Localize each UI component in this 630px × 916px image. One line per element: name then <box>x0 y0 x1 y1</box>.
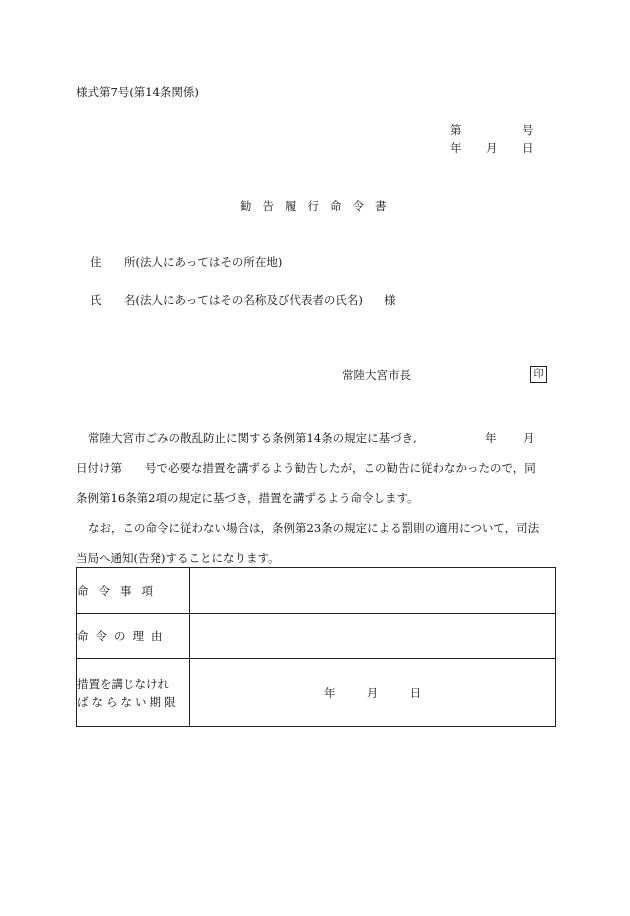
deadline-label-line-1: 措置を講じなけれ <box>77 676 169 691</box>
doc-number-prefix: 第 <box>450 123 462 137</box>
deadline-day: 日 <box>409 685 422 700</box>
deadline-month: 月 <box>366 685 379 700</box>
deadline-label <box>77 659 190 727</box>
header-date-year: 年 <box>450 141 462 155</box>
name-label: 氏 <box>90 293 102 307</box>
document-title: 勧告履行命令書 <box>240 199 398 213</box>
table-row-order-items <box>77 568 556 614</box>
table-row-order-reason <box>77 614 556 659</box>
order-items-label: 命令事項 <box>77 568 190 614</box>
honorific: 様 <box>384 293 396 307</box>
deadline-label-line-2: ばならない期限 <box>77 694 179 709</box>
header-date-day: 日 <box>522 141 534 155</box>
address-label: 住 <box>90 255 102 269</box>
body-line-4: なお，この命令に従わない場合は，条例第23条の規定による罰則の適用について，司法 <box>88 521 540 535</box>
order-items-value <box>190 568 556 614</box>
deadline-year: 年 <box>323 685 336 700</box>
body-line-3: 条例第16条第2項の規定に基づき，措置を講ずるよう命令します。 <box>76 491 419 505</box>
name-label-detail: 名(法人にあってはその名称及び代表者の氏名) <box>124 293 363 307</box>
table-row-deadline <box>77 659 556 727</box>
body-text <box>76 430 556 580</box>
address-label-detail: 所(法人にあってはその所在地) <box>124 255 283 269</box>
body-line-5: 当局へ通知(告発)することになります。 <box>76 551 280 565</box>
body-line-1-year: 年 <box>485 431 497 445</box>
form-number: 様式第7号(第14条関係) <box>76 85 199 99</box>
deadline-value <box>190 659 556 727</box>
body-line-1: 常陸大宮市ごみの散乱防止に関する条例第14条の規定に基づき, <box>88 431 417 445</box>
issuer-name: 常陸大宮市長 <box>342 368 411 382</box>
order-reason-label: 命令の理由 <box>77 614 190 659</box>
order-table <box>76 567 556 727</box>
order-reason-value <box>190 614 556 659</box>
seal-box: 印 <box>530 366 547 383</box>
header-date-month: 月 <box>486 141 498 155</box>
body-line-1-month: 月 <box>523 431 535 445</box>
doc-number-suffix: 号 <box>522 123 534 137</box>
body-line-2: 日付け第 号で必要な措置を講ずるよう勧告したが，この勧告に従わなかったので，同 <box>76 461 536 475</box>
